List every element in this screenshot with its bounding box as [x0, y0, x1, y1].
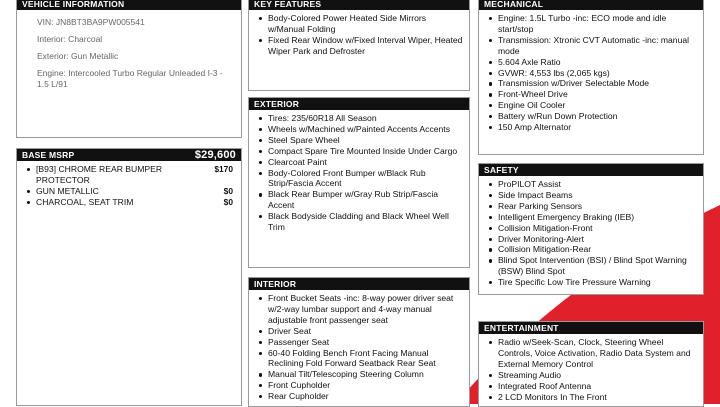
exterior-header — [249, 98, 469, 110]
list-item: Transmission: Xtronic CVT Automatic -inc: manual mode — [487, 35, 697, 57]
safety-title: SAFETY — [484, 165, 519, 175]
list-item: 150 Amp Alternator — [487, 122, 697, 133]
mechanical-header — [479, 0, 703, 10]
list-item: Blind Spot Intervention (BSI) / Blind Spot Warning (BSW) Blind Spot — [487, 255, 697, 277]
list-item: Front Cupholder — [257, 380, 463, 391]
option-amount: $0 — [223, 185, 233, 196]
interior-panel — [248, 277, 470, 407]
list-item: Black Bodyside Cladding and Black Wheel Well Trim — [257, 211, 463, 233]
list-item — [25, 164, 233, 186]
mechanical-title: MECHANICAL — [484, 0, 544, 9]
list-item: Intelligent Emergency Braking (IEB) — [487, 212, 697, 223]
list-item: Driver Monitoring-Alert — [487, 234, 697, 245]
list-item: GVWR: 4,553 lbs (2,065 kgs) — [487, 68, 697, 79]
vehicle-information-header — [17, 0, 241, 10]
list-item: Tire Specific Low Tire Pressure Warning — [487, 277, 697, 288]
list-item: ProPILOT Assist — [487, 179, 697, 190]
engine-line: Engine: Intercooled Turbo Regular Unleaded I-3 - 1.5 L/91 — [37, 68, 223, 89]
option-label: [B93] CHROME REAR BUMPER PROTECTOR — [36, 164, 163, 185]
list-item: Wheels w/Machined w/Painted Accents Accents — [257, 124, 463, 135]
option-label: GUN METALLIC — [36, 185, 99, 196]
list-item: Collision Mitigation-Front — [487, 223, 697, 234]
option-amount: $0 — [223, 196, 233, 207]
key-features-title: KEY FEATURES — [254, 0, 322, 9]
list-item: Passenger Seat — [257, 337, 463, 348]
list-item: Black Rear Bumper w/Gray Rub Strip/Fascia Accent — [257, 189, 463, 211]
list-item — [25, 197, 233, 208]
list-item: Manual Tilt/Telescoping Steering Column — [257, 369, 463, 380]
interior-color-line: Interior: Charcoal — [37, 34, 103, 44]
list-item: Streaming Audio — [487, 370, 697, 381]
exterior-panel — [248, 97, 470, 268]
base-msrp-header — [17, 149, 241, 161]
mechanical-panel — [478, 0, 704, 155]
list-item: 2 LCD Monitors In The Front — [487, 392, 697, 403]
exterior-color-line: Exterior: Gun Metallic — [37, 51, 119, 61]
list-item: Battery w/Run Down Protection — [487, 111, 697, 122]
list-item: Clearcoat Paint — [257, 157, 463, 168]
list-item — [25, 186, 233, 197]
list-item: Body-Colored Front Bumper w/Black Rub Strip/Fascia Accent — [257, 168, 463, 190]
base-msrp-panel — [16, 148, 242, 406]
base-msrp-title: BASE MSRP — [22, 150, 75, 160]
list-item: Side Impact Beams — [487, 190, 697, 201]
list-item: Body-Colored Power Heated Side Mirrors w/Manual Folding — [257, 13, 463, 35]
key-features-header — [249, 0, 469, 10]
list-item: Fixed Rear Window w/Fixed Interval Wiper, Heated Wiper Park and Defroster — [257, 35, 463, 57]
safety-header — [479, 164, 703, 176]
interior-header — [249, 278, 469, 290]
entertainment-header — [479, 322, 703, 334]
interior-title: INTERIOR — [254, 279, 297, 289]
list-item: Integrated Roof Antenna — [487, 381, 697, 392]
option-amount: $170 — [214, 164, 233, 174]
list-item: Engine Oil Cooler — [487, 100, 697, 111]
entertainment-title: ENTERTAINMENT — [484, 323, 559, 333]
list-item: Radio w/Seek-Scan, Clock, Steering Wheel Controls, Voice Activation, Radio Data System and External Memory Control — [487, 337, 697, 370]
vehicle-information-panel — [16, 0, 242, 138]
option-label: CHARCOAL, SEAT TRIM — [36, 196, 134, 207]
safety-panel — [478, 163, 704, 295]
vehicle-information-title: VEHICLE INFORMATION — [22, 0, 125, 9]
list-item: Front-Wheel Drive — [487, 89, 697, 100]
entertainment-panel — [478, 321, 704, 407]
key-features-panel — [248, 0, 470, 91]
list-item: Tires: 235/60R18 All Season — [257, 113, 463, 124]
list-item: Rear Cupholder — [257, 391, 463, 402]
list-item: Compact Spare Tire Mounted Inside Under Cargo — [257, 146, 463, 157]
list-item: Front Bucket Seats -inc: 8-way power driver seat w/2-way lumbar support and 4-way manual adjustable front passenger seat — [257, 293, 463, 326]
list-item: Collision Mitigation-Rear — [487, 244, 697, 255]
list-item: Steel Spare Wheel — [257, 135, 463, 146]
base-msrp-price: $29,600 — [194, 149, 236, 161]
list-item: Transmission w/Driver Selectable Mode — [487, 78, 697, 89]
list-item: Engine: 1.5L Turbo -inc: ECO mode and idle start/stop — [487, 13, 697, 35]
list-item: 5.604 Axle Ratio — [487, 57, 697, 68]
list-item: Driver Seat — [257, 326, 463, 337]
exterior-title: EXTERIOR — [254, 99, 300, 109]
vin-line: VIN: JN8BT3BA9PW005541 — [37, 17, 145, 27]
list-item: Rear Parking Sensors — [487, 201, 697, 212]
list-item: 60-40 Folding Bench Front Facing Manual Reclining Fold Forward Seatback Rear Seat — [257, 348, 463, 370]
